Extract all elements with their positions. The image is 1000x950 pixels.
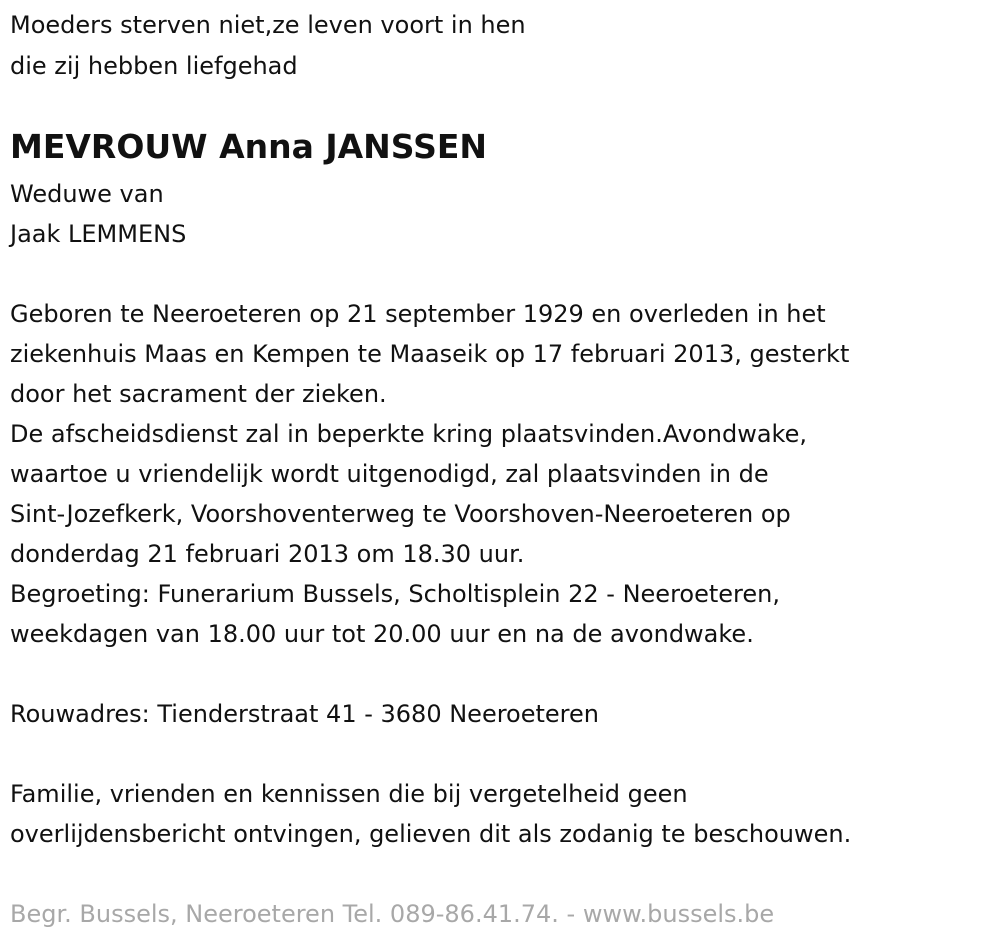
body-line: weekdagen van 18.00 uur tot 20.00 uur en na de avondwake.: [10, 620, 754, 648]
mourning-address: Rouwadres: Tienderstraat 41 - 3680 Neeroeteren: [10, 700, 599, 728]
body-line: door het sacrament der zieken.: [10, 380, 387, 408]
funeral-home-footer: Begr. Bussels, Neeroeteren Tel. 089-86.41.74. - www.bussels.be: [10, 900, 775, 928]
body-line: ziekenhuis Maas en Kempen te Maaseik op 17 februari 2013, gesterkt: [10, 340, 850, 368]
body-line: Begroeting: Funerarium Bussels, Scholtisplein 22 - Neeroeteren,: [10, 580, 780, 608]
body-line: Sint-Jozefkerk, Voorshoventerweg te Voorshoven-Neeroeteren op: [10, 500, 791, 528]
spouse-label: Weduwe van: [10, 180, 164, 208]
body-line: Geboren te Neeroeteren op 21 september 1929 en overleden in het: [10, 300, 826, 328]
notice-line: overlijdensbericht ontvingen, gelieven dit als zodanig te beschouwen.: [10, 820, 852, 848]
motto-line: Moeders sterven niet,ze leven voort in hen: [10, 11, 526, 39]
body-line: donderdag 21 februari 2013 om 18.30 uur.: [10, 540, 525, 568]
deceased-name: MEVROUW Anna JANSSEN: [10, 127, 488, 166]
spouse-name: Jaak LEMMENS: [10, 220, 187, 248]
body-line: De afscheidsdienst zal in beperkte kring plaatsvinden.Avondwake,: [10, 420, 807, 448]
motto-line: die zij hebben liefgehad: [10, 52, 298, 80]
notice-line: Familie, vrienden en kennissen die bij vergetelheid geen: [10, 780, 688, 808]
body-line: waartoe u vriendelijk wordt uitgenodigd, zal plaatsvinden in de: [10, 460, 769, 488]
